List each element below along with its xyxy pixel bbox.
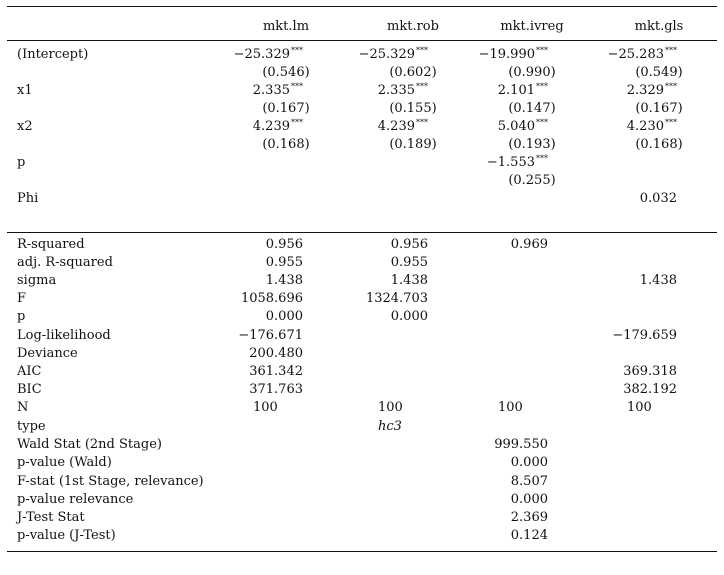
stat-value: −179.659 — [612, 328, 677, 343]
stat-label: F — [17, 291, 27, 306]
significance-stars: *** — [416, 82, 428, 91]
std-error: (0.193) — [508, 137, 556, 152]
coef-estimate — [498, 118, 548, 136]
std-error: (0.255) — [508, 173, 556, 188]
significance-stars: *** — [665, 82, 677, 91]
coef-estimate — [487, 154, 548, 172]
stat-label: N — [17, 400, 29, 415]
stat-value: 0.000 — [510, 455, 548, 470]
stat-value: 100 — [627, 400, 652, 415]
estimate-value: 2.101 — [497, 83, 535, 98]
stat-label: F-stat (1st Stage, relevance) — [17, 474, 204, 489]
stat-label: J-Test Stat — [17, 510, 85, 525]
std-error: (0.990) — [508, 65, 556, 80]
estimate-value: 2.329 — [626, 83, 664, 98]
significance-stars: *** — [416, 46, 428, 55]
estimate-value: 5.040 — [497, 119, 535, 134]
significance-stars: *** — [291, 82, 303, 91]
significance-stars: *** — [291, 46, 303, 55]
estimate-value: −25.329 — [233, 47, 290, 62]
middle-rule — [7, 232, 717, 233]
coef-estimate — [608, 46, 677, 64]
column-header-mkt-gls: mkt.gls — [634, 19, 684, 34]
stat-label: Deviance — [17, 346, 78, 361]
estimate-value: 2.335 — [252, 83, 290, 98]
estimate-value: 2.335 — [377, 83, 415, 98]
stat-label: Wald Stat (2nd Stage) — [17, 437, 162, 452]
coef-label: x1 — [17, 83, 33, 98]
stat-value: 200.480 — [249, 346, 303, 361]
top-rule — [7, 6, 717, 7]
stat-value: 999.550 — [494, 437, 548, 452]
stat-label: p-value (Wald) — [17, 455, 112, 470]
estimate-value: −25.283 — [607, 47, 664, 62]
coef-estimate — [627, 118, 677, 136]
stat-value: 1324.703 — [365, 291, 428, 306]
stat-value: 0.956 — [265, 237, 303, 252]
stat-value: 100 — [498, 400, 523, 415]
significance-stars: *** — [291, 118, 303, 127]
std-error: (0.167) — [262, 101, 310, 116]
stat-label: p-value (J-Test) — [17, 528, 116, 543]
stat-value: 0.969 — [510, 237, 548, 252]
stat-value: 100 — [253, 400, 278, 415]
stat-value: 1058.696 — [240, 291, 303, 306]
significance-stars: *** — [536, 118, 548, 127]
std-error: (0.155) — [389, 101, 437, 116]
stat-value: 0.000 — [510, 492, 548, 507]
significance-stars: *** — [536, 46, 548, 55]
coef-label: p — [17, 155, 26, 170]
stat-value: 369.318 — [623, 364, 677, 379]
estimate-value: 0.032 — [639, 191, 677, 206]
coef-estimate — [234, 46, 303, 64]
std-error: (0.147) — [508, 101, 556, 116]
stat-label: BIC — [17, 382, 42, 397]
significance-stars: *** — [665, 118, 677, 127]
stat-value: hc3 — [378, 419, 402, 434]
stat-value: 2.369 — [510, 510, 548, 525]
column-header-mkt-ivreg: mkt.ivreg — [500, 19, 564, 34]
significance-stars: *** — [536, 82, 548, 91]
estimate-value: −1.553 — [486, 155, 535, 170]
significance-stars: *** — [536, 154, 548, 163]
column-header-mkt-lm: mkt.lm — [262, 19, 310, 34]
std-error: (0.549) — [635, 65, 683, 80]
stat-label: sigma — [17, 273, 57, 288]
std-error: (0.168) — [262, 137, 310, 152]
coef-estimate — [640, 190, 677, 208]
stat-value: 0.955 — [265, 255, 303, 270]
stat-value: 1.438 — [265, 273, 303, 288]
bottom-rule — [7, 551, 717, 552]
stat-value: 0.955 — [390, 255, 428, 270]
stat-label: AIC — [17, 364, 42, 379]
stat-value: 0.956 — [390, 237, 428, 252]
stat-label: R-squared — [17, 237, 85, 252]
stat-value: 0.000 — [390, 309, 428, 324]
estimate-value: 4.239 — [252, 119, 290, 134]
stat-value: 1.438 — [639, 273, 677, 288]
std-error: (0.168) — [635, 137, 683, 152]
coef-estimate — [378, 82, 428, 100]
significance-stars: *** — [665, 46, 677, 55]
stat-value: 361.342 — [249, 364, 303, 379]
coef-estimate — [627, 82, 677, 100]
stat-value: 371.763 — [249, 382, 303, 397]
coef-estimate — [253, 82, 303, 100]
stat-label: p-value relevance — [17, 492, 134, 507]
std-error: (0.167) — [635, 101, 683, 116]
coef-estimate — [253, 118, 303, 136]
stat-value: 382.192 — [623, 382, 677, 397]
stat-value: 8.507 — [510, 474, 548, 489]
stat-label: Log-likelihood — [17, 328, 111, 343]
significance-stars: *** — [416, 118, 428, 127]
std-error: (0.189) — [389, 137, 437, 152]
estimate-value: −19.990 — [478, 47, 535, 62]
std-error: (0.546) — [262, 65, 310, 80]
stat-value: 0.124 — [510, 528, 548, 543]
coef-estimate — [359, 46, 428, 64]
coef-label: Phi — [17, 191, 39, 206]
header-rule — [7, 40, 717, 41]
coef-estimate — [479, 46, 548, 64]
coef-estimate — [498, 82, 548, 100]
estimate-value: 4.239 — [377, 119, 415, 134]
stat-value: 0.000 — [265, 309, 303, 324]
estimate-value: −25.329 — [358, 47, 415, 62]
coef-label: x2 — [17, 119, 33, 134]
stat-label: p — [17, 309, 26, 324]
coef-estimate — [378, 118, 428, 136]
stat-label: type — [17, 419, 46, 434]
stat-label: adj. R-squared — [17, 255, 113, 270]
column-header-mkt-rob: mkt.rob — [387, 19, 439, 34]
coef-label: (Intercept) — [17, 47, 89, 62]
stat-value: −176.671 — [238, 328, 303, 343]
estimate-value: 4.230 — [626, 119, 664, 134]
stat-value: 100 — [378, 400, 403, 415]
stat-value: 1.438 — [390, 273, 428, 288]
std-error: (0.602) — [389, 65, 437, 80]
